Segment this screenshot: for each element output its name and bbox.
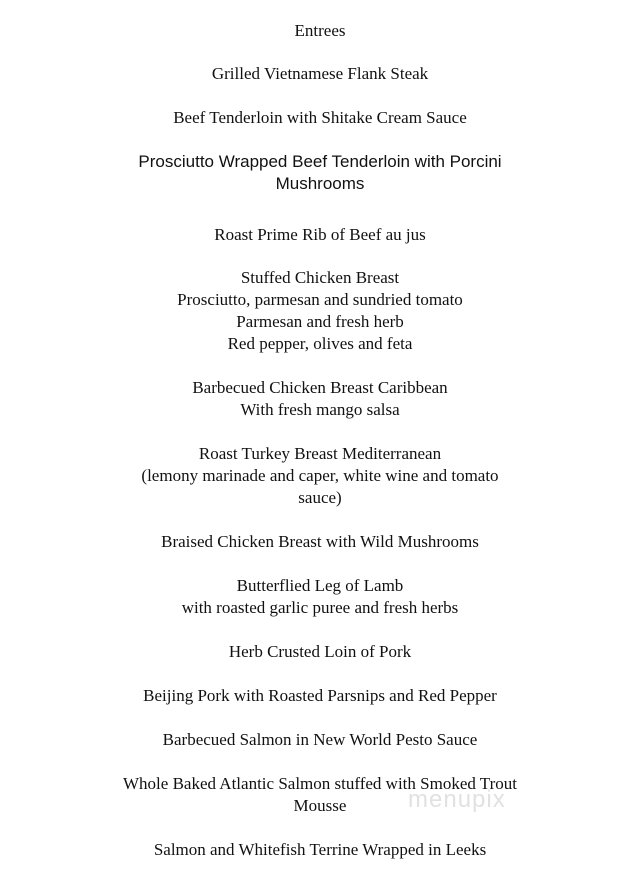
menu-item-bbq-salmon: Barbecued Salmon in New World Pesto Sauce [162,730,478,749]
menu-item-beijing-pork: Beijing Pork with Roasted Parsnips and Red Pepper [143,686,497,705]
menu-item-prime-rib: Roast Prime Rib of Beef au jus [214,225,426,244]
menu-heading: Entrees [294,21,346,40]
menu-item-atlantic-salmon-line1: Whole Baked Atlantic Salmon stuffed with Smoked Trout [123,774,517,793]
menu-item-braised-chicken: Braised Chicken Breast with Wild Mushrooms [161,532,479,551]
menu-item-turkey-mediterranean-desc-2: sauce) [298,488,342,507]
menu-item-stuffed-chicken: Stuffed Chicken Breast [240,268,400,287]
menu-item-prosciutto-beef-line2: Mushrooms [275,174,365,193]
menupix-watermark: menupix [408,786,506,813]
menu-item-prosciutto-beef-line1: Prosciutto Wrapped Beef Tenderloin with Porcini [138,152,502,171]
menu-item-beef-tenderloin-shitake: Beef Tenderloin with Shitake Cream Sauce [173,108,467,127]
menu-item-turkey-mediterranean: Roast Turkey Breast Mediterranean [198,444,442,463]
menu-item-flank-steak: Grilled Vietnamese Flank Steak [211,64,429,83]
menu-item-stuffed-chicken-option-3: Red pepper, olives and feta [227,334,413,353]
menu-item-leg-of-lamb-desc: with roasted garlic puree and fresh herbs [181,598,459,617]
menu-item-loin-of-pork: Herb Crusted Loin of Pork [228,642,412,661]
menu-item-salmon-whitefish-terrine: Salmon and Whitefish Terrine Wrapped in Leeks [153,840,487,859]
menu-item-stuffed-chicken-option-1: Prosciutto, parmesan and sundried tomato [177,290,463,309]
menu-item-bbq-chicken-caribbean: Barbecued Chicken Breast Caribbean [192,378,448,397]
menu-item-stuffed-chicken-option-2: Parmesan and fresh herb [236,312,404,331]
menu-item-atlantic-salmon-line2: Mousse [293,796,347,815]
menu-item-leg-of-lamb: Butterflied Leg of Lamb [236,576,404,595]
menu-item-bbq-chicken-caribbean-desc: With fresh mango salsa [240,400,400,419]
menu-item-turkey-mediterranean-desc-1: (lemony marinade and caper, white wine and tomato [141,466,499,485]
